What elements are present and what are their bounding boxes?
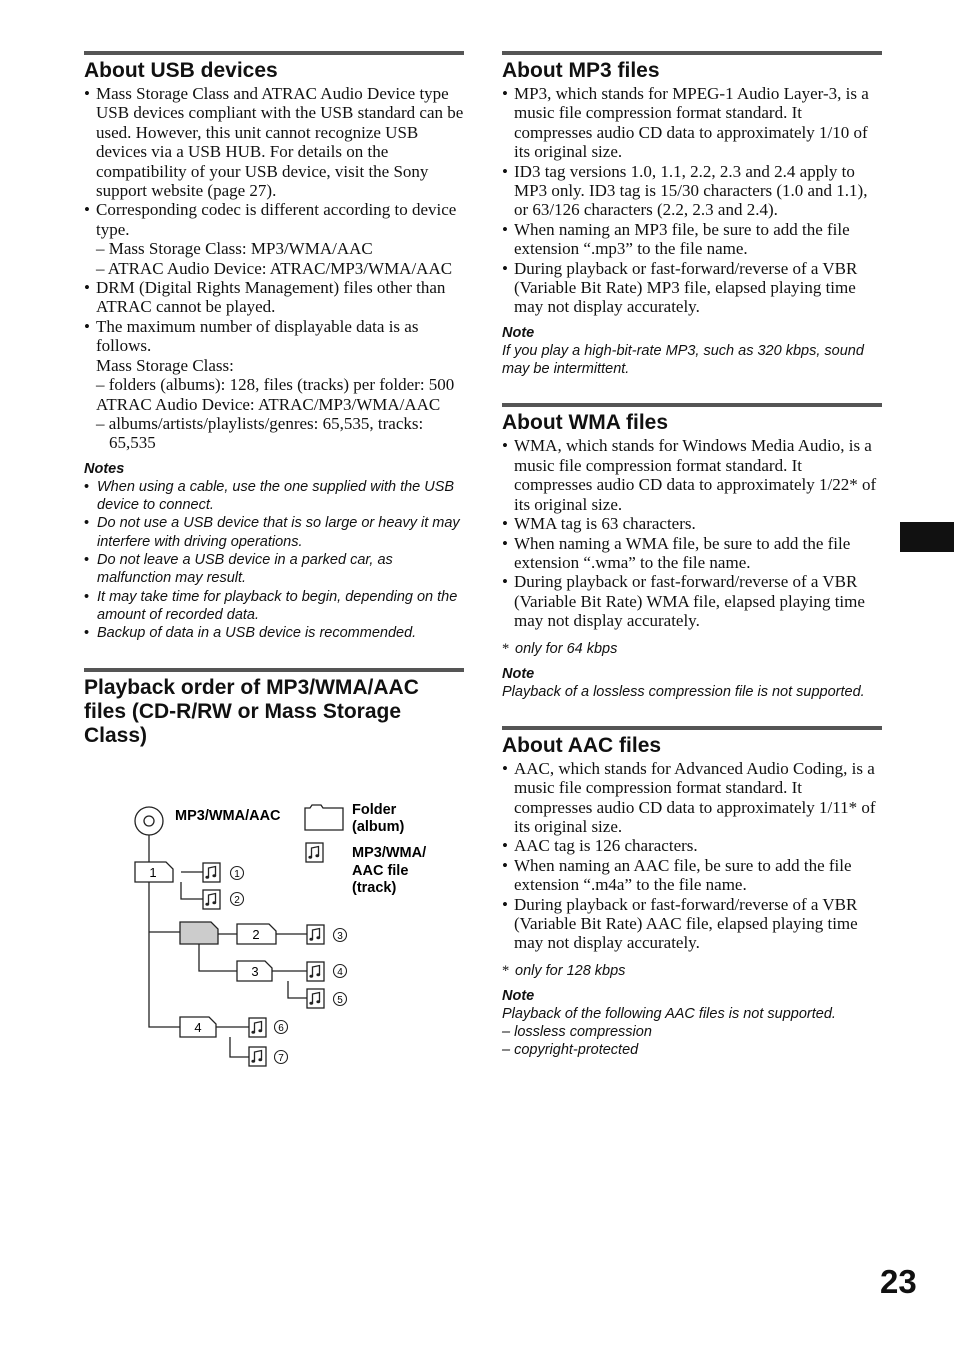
mp3-heading: About MP3 files: [502, 59, 660, 82]
track-1: [203, 863, 244, 882]
wma-note: Playback of a lossless compression file is not supported.: [502, 683, 865, 700]
aac-item: • When naming an AAC file, be sure to add the file extension “.m4a” to the file name.: [502, 856, 882, 895]
aac-item: • AAC, which stands for Advanced Audio Coding, is a music file compression format standard. It compresses audio CD data to approximately 1/11* of its original size.: [502, 759, 882, 837]
codec-sub: – Mass Storage Class: MP3/WMA/AAC: [96, 239, 373, 259]
legend-file-label: AAC file: [352, 863, 409, 879]
folder-2: [237, 924, 276, 944]
folder-number: 2: [252, 927, 260, 942]
legend-folder-label: (album): [352, 819, 405, 835]
wma-item: • WMA tag is 63 characters.: [502, 514, 882, 533]
track-7: [249, 1047, 288, 1066]
max-sub: Mass Storage Class:: [96, 355, 234, 375]
right-column: [502, 51, 882, 1060]
usb-note: • Do not use a USB device that is so large or heavy it may interfere with driving operations.: [84, 514, 464, 551]
track-4: [307, 962, 347, 981]
usb-note: • Do not leave a USB device in a parked car, as malfunction may result.: [84, 551, 464, 588]
aac-footnote-text: only for 128 kbps: [515, 962, 626, 979]
track-number: 6: [278, 1023, 284, 1034]
wma-heading: About WMA files: [502, 411, 669, 435]
usb-note: • Backup of data in a USB device is recommended.: [84, 624, 464, 642]
track-3: [307, 925, 347, 944]
track-5: [307, 989, 347, 1008]
disc-label: MP3/WMA/AAC: [175, 808, 281, 824]
usb-notes-heading: Notes: [84, 460, 125, 477]
section-thumb-tab: [900, 522, 954, 552]
wma-item: • During playback or fast-forward/reverse of a VBR (Variable Bit Rate) WMA file, elapsed playing time may not display accurately.: [502, 572, 882, 630]
aac-footnote: [502, 962, 882, 980]
aac-note-heading: Note: [502, 987, 535, 1004]
usb-item-codec-text: Corresponding codec is different according to device type.: [96, 200, 457, 239]
wma-note-heading: Note: [502, 665, 535, 682]
folder-number: 4: [194, 1020, 202, 1035]
mp3-item: • When naming an MP3 file, be sure to add the file extension “.mp3” to the file name.: [502, 220, 882, 259]
aac-heading: About AAC files: [502, 733, 662, 757]
track-number: 5: [337, 995, 343, 1006]
aac-list: [502, 759, 882, 953]
usb-item-drm: • DRM (Digital Rights Management) files other than ATRAC cannot be played.: [84, 278, 464, 317]
track-number: 2: [234, 895, 240, 906]
wma-item: • WMA, which stands for Windows Media Audio, is a music file compression format standard. It compresses audio CD data to approximately 1/22* of its original size.: [502, 436, 882, 514]
legend-folder-label: Folder: [352, 802, 397, 818]
mp3-list: [502, 84, 882, 317]
folder-3: [237, 961, 272, 981]
track-number: 1: [234, 869, 240, 880]
track-number: 3: [337, 931, 343, 942]
mp3-note: If you play a high-bit-rate MP3, such as 320 kbps, sound may be intermittent.: [502, 342, 864, 378]
legend-music-file-icon: [306, 843, 323, 862]
playback-heading: Playback order of MP3/WMA/AAC files (CD-R/RW or Mass Storage Class): [84, 676, 419, 748]
track-6: [249, 1018, 288, 1037]
max-sub: ATRAC Audio Device: ATRAC/MP3/WMA/AAC: [96, 394, 441, 414]
legend-file-label: MP3/WMA/: [352, 845, 427, 861]
max-sub: – albums/artists/playlists/genres: 65,535, tracks: 65,535: [96, 413, 424, 453]
wma-footnote: [502, 640, 882, 658]
wma-section: [502, 403, 882, 700]
mp3-note-heading: Note: [502, 324, 535, 341]
folder-unnamed: [180, 922, 218, 944]
folder-4: [180, 1017, 216, 1037]
folder-number: 1: [149, 865, 157, 880]
mp3-item: • ID3 tag versions 1.0, 1.1, 2.2, 2.3 and 2.4 apply to MP3 only. ID3 tag is 15/30 characters (1.0 and 1.1), or 63/126 characters (2.2, 2.3 and 2.4).: [502, 162, 882, 220]
aac-item: • AAC tag is 126 characters.: [502, 836, 882, 855]
legend-folder-icon: [305, 805, 343, 830]
usb-item: • Mass Storage Class and ATRAC Audio Device type USB devices compliant with the USB standard can be used. However, this unit cannot recognize USB devices via a USB HUB. For details on the compatibility of your USB device, visit the Sony support website (page 27).: [84, 84, 464, 200]
mp3-section: [502, 51, 882, 378]
track-number: 7: [278, 1053, 284, 1064]
track-2: [203, 890, 244, 909]
max-sub: – folders (albums): 128, files (tracks) per folder: 500: [96, 375, 455, 395]
usb-note: • When using a cable, use the one supplied with the USB device to connect.: [84, 478, 464, 515]
footnote-mark: *: [502, 640, 510, 657]
folder-1: [135, 862, 173, 882]
track-number: 4: [337, 967, 343, 978]
aac-note-line: – lossless compression: [502, 1024, 652, 1041]
page-number: 23: [880, 1263, 917, 1300]
disc-icon: [135, 807, 163, 835]
wma-list: [502, 436, 882, 630]
aac-item: • During playback or fast-forward/reverse of a VBR (Variable Bit Rate) AAC file, elapsed playing time may not display accurately.: [502, 895, 882, 953]
mp3-item: • During playback or fast-forward/reverse of a VBR (Variable Bit Rate) MP3 file, elapsed playing time may not display accurately.: [502, 259, 882, 317]
footnote-mark: *: [502, 962, 510, 979]
wma-item: • When naming a WMA file, be sure to add the file extension “.wma” to the file name.: [502, 534, 882, 573]
folder-number: 3: [251, 964, 259, 979]
legend-file-label: (track): [352, 880, 397, 896]
mp3-item: • MP3, which stands for MPEG-1 Audio Layer-3, is a music file compression format standard. It compresses audio CD data to approximately 1/10 of its original size.: [502, 84, 882, 162]
wma-footnote-text: only for 64 kbps: [515, 640, 618, 657]
aac-note-line: – copyright-protected: [502, 1042, 639, 1059]
aac-section: [502, 726, 882, 1060]
usb-item-max-text: The maximum number of displayable data is as follows.: [96, 316, 419, 356]
usb-note: • It may take time for playback to begin, depending on the amount of recorded data.: [84, 588, 464, 625]
codec-sub: – ATRAC Audio Device: ATRAC/MP3/WMA/AAC: [96, 258, 453, 278]
aac-note: Playback of the following AAC files is not supported.: [502, 1005, 836, 1022]
usb-heading: About USB devices: [84, 59, 278, 82]
